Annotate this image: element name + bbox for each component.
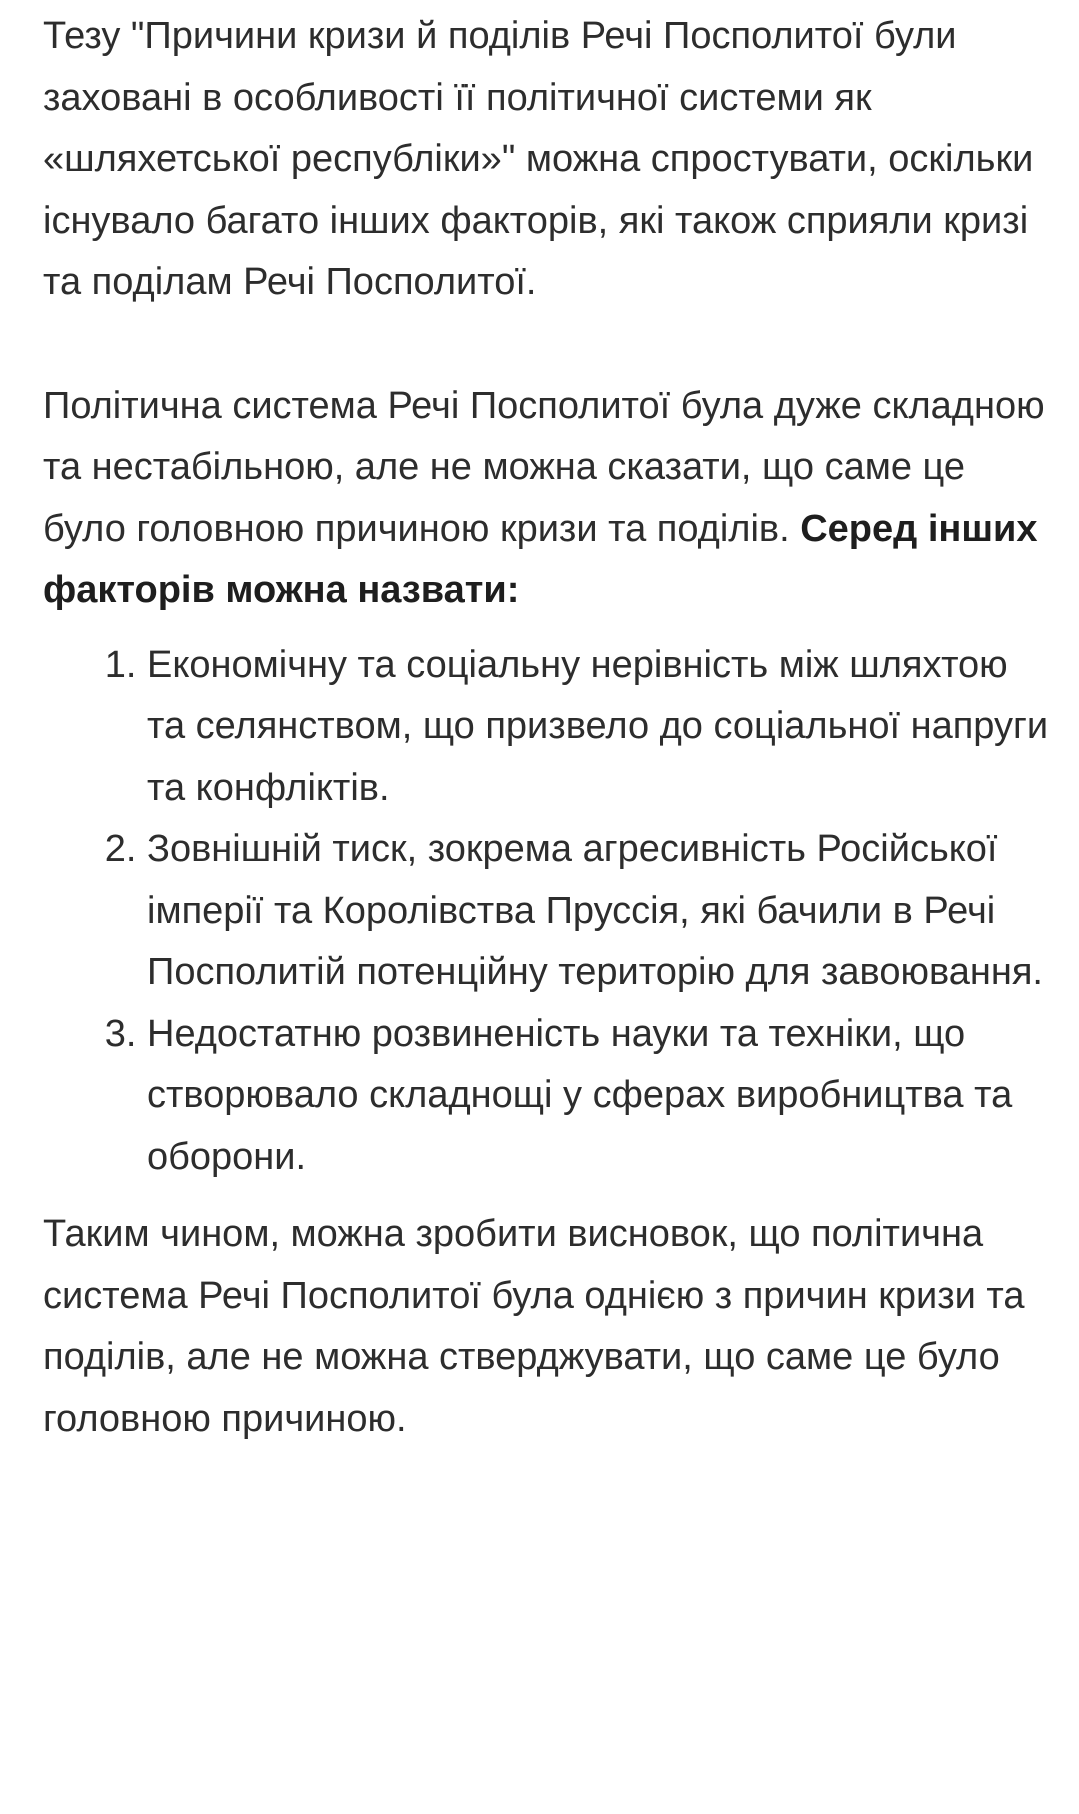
intro-paragraph: Тезу "Причини кризи й поділів Речі Посполитої були заховані в особливості її політичної системи як «шляхетської республіки»" можна спростувати, оскільки існувало багато інших факторів, які також сприяли кризі та поділам Речі Посполитої. [43,15,1034,303]
main-paragraph-text: Політична система Речі Посполитої була дуже складною та нестабільною, але не можна сказати, що саме це було головною причиною кризи та поділів. [43,384,1045,550]
conclusion-paragraph: Таким чином, можна зробити висновок, що політична система Речі Посполитої була однією з причин кризи та поділів, але не можна стверджувати, що саме це було головною причиною. [43,1213,1025,1440]
main-paragraph [43,376,1053,622]
factors-list [43,635,1053,1189]
answer-document [43,6,1053,1450]
list-item: 2. Зовнішній тиск, зокрема агресивність Російської імперії та Королівства Пруссія, які бачили в Речі Посполитій потенційну територію для завоювання. [147,819,1053,1004]
factors-heading: Серед інших факторів можна назвати: [43,507,1038,611]
list-item: 1. Економічну та соціальну нерівність між шляхтою та селянством, що призвело до соціальної напруги та конфліктів. [147,635,1053,820]
list-item: 3. Недостатню розвиненість науки та техніки, що створювало складнощі у сферах виробництва та оборони. [147,1004,1053,1189]
